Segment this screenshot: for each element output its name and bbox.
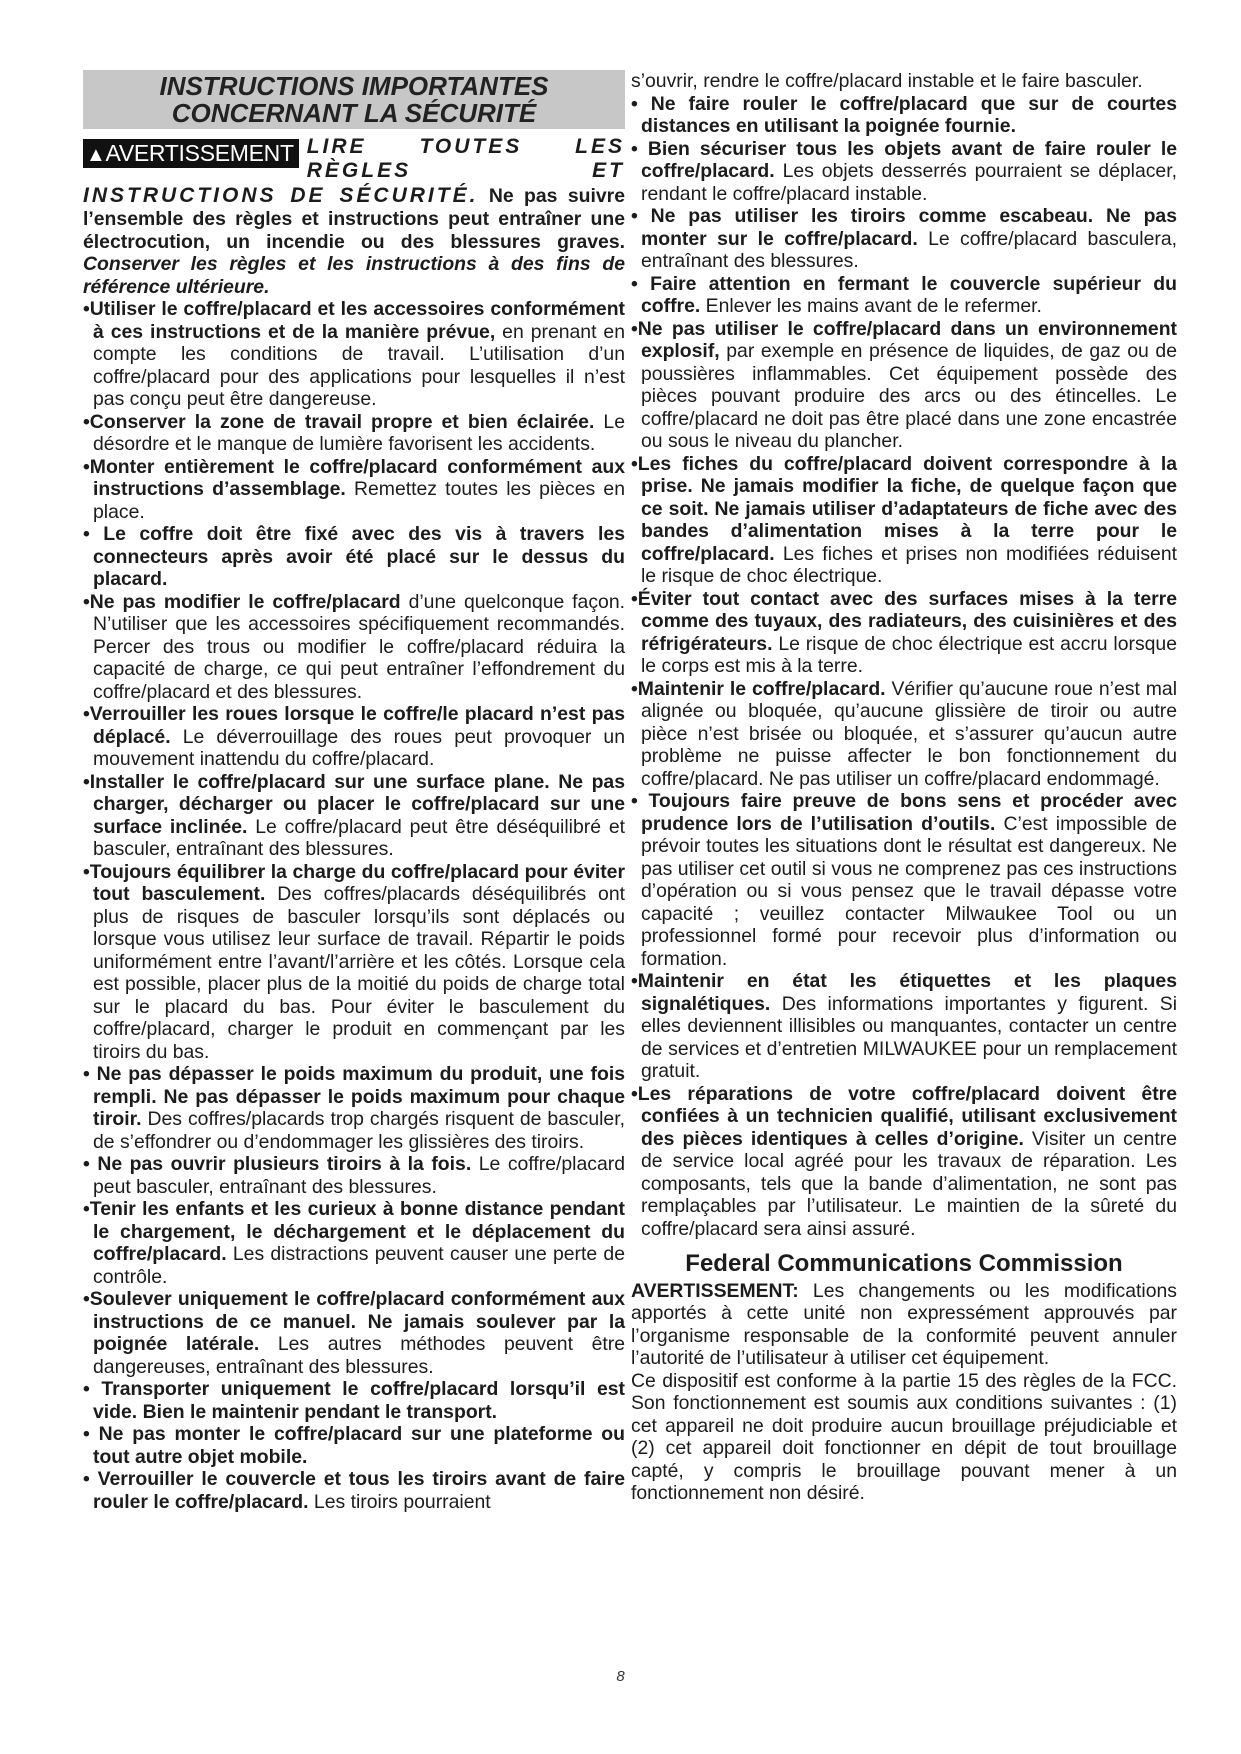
rule-bold: • Ne pas monter le coffre/placard sur une plateforme ou tout autre objet mobile. bbox=[83, 1423, 625, 1468]
rule-text: Les tiroirs pourraient bbox=[308, 1490, 491, 1513]
rule-item bbox=[83, 1153, 625, 1198]
rule-bold: •Conserver la zone de travail propre et bien éclairée. bbox=[83, 410, 595, 433]
rule-bold: •Maintenir en état les étiquettes et les plaques signalétiques. bbox=[631, 970, 1177, 1015]
rule-item bbox=[631, 970, 1177, 1083]
rule-bold: •Les réparations de votre coffre/placard doivent être confiées à un technicien qualifié, utilisant exclusivement des pièces identiques à celles d’origine. bbox=[631, 1082, 1177, 1150]
intro-text: Ne pas suivre l’ensemble des règles et instructions peut entraîner une électrocution, un incendie ou des blessures graves. bbox=[83, 184, 625, 253]
rule-bold: • Toujours faire preuve de bons sens et procéder avec prudence lors de l’utilisation d’outils. bbox=[631, 790, 1177, 835]
rule-item bbox=[83, 1468, 625, 1513]
rule-bold: • Bien sécuriser tous les objets avant de faire rouler le coffre/placard. bbox=[631, 137, 1177, 182]
rule-text: Vérifier qu’aucune roue n’est mal alignée ou bloquée, qu’aucune glissière de tiroir ou autre pièce n’est brisée ou bloquée, et s’assurer qu’aucun autre problème ne puisse affecter le bon fonctionnement du coffre/placard. Ne pas utiliser un coffre/placard endommagé. bbox=[641, 677, 1177, 790]
safety-title-box bbox=[83, 70, 625, 129]
rule-bold: • Transporter uniquement le coffre/placard lorsqu’il est vide. Bien le maintenir pendant le transport. bbox=[83, 1378, 625, 1423]
rule-text: Le désordre et le manque de lumière favorisent les accidents. bbox=[93, 410, 625, 456]
rule-item bbox=[83, 298, 625, 411]
rule-text: Des coffres/placards trop chargés risquent de basculer, de s’effondrer ou d’endommager les glissières des tiroirs. bbox=[93, 1108, 625, 1153]
rule-text: Visiter un centre de service local agréé pour les travaux de réparation. Les composants, tels que la bande d’alimentation, ne sont pas remplaçables par l’utilisateur. Le maintien de la sûreté du coffre/placard sera ainsi assuré. bbox=[641, 1127, 1177, 1240]
rule-item bbox=[83, 591, 625, 704]
intro-paragraph bbox=[83, 135, 625, 298]
rule-item bbox=[83, 1378, 625, 1423]
rule-item bbox=[631, 588, 1177, 678]
rule-bold: •Ne pas modifier le coffre/placard bbox=[83, 590, 401, 613]
rule-text: C’est impossible de prévoir toutes les situations dont le résultat est dangereux. Ne pas utiliser cet outil si vous ne comprenez pas ces instructions d’opération ou si vous pensez que le travail dépasse votre capacité ; veuillez contacter Milwaukee Tool ou un professionnel formé pour recevoir plus d’information ou formation. bbox=[641, 812, 1178, 970]
rule-bold: • Faire attention en fermant le couvercle supérieur du coffre. bbox=[631, 272, 1177, 317]
title-line-2: CONCERNANT LA SÉCURITÉ bbox=[171, 97, 537, 128]
rule-bold: • Ne pas dépasser le poids maximum du produit, une fois rempli. Ne pas dépasser le poids maximum pour chaque tiroir. bbox=[83, 1063, 625, 1131]
rule-bold: •Ne pas utiliser le coffre/placard dans un environnement explosif, bbox=[631, 317, 1177, 362]
rule-item bbox=[631, 790, 1177, 970]
rule-item bbox=[83, 456, 625, 524]
rule-text: Remettez toutes les pièces en place. bbox=[93, 478, 625, 523]
intro-lead: LIRE TOUTES LES RÈGLES ET INSTRUCTIONS DE SÉCURITÉ. bbox=[83, 135, 625, 207]
rule-text: Les distractions peuvent causer une perte de contrôle. bbox=[93, 1243, 625, 1288]
rule-item bbox=[631, 93, 1177, 138]
rule-bold: •Les fiches du coffre/placard doivent correspondre à la prise. Ne jamais modifier la fiche, de quelque façon que ce soit. Ne jamais utiliser d’adaptateurs de fiche avec des bandes d’alimentation mises à la terre pour le coffre/placard. bbox=[631, 452, 1177, 565]
rule-text: Le coffre/placard peut être déséquilibré et basculer, entraînant des blessures. bbox=[93, 815, 625, 861]
rule-bold: • Ne pas utiliser les tiroirs comme escabeau. Ne pas monter sur le coffre/placard. bbox=[631, 205, 1177, 250]
warning-triangle-icon: ▲ bbox=[86, 144, 106, 167]
rule-bold: • Ne faire rouler le coffre/placard que sur de courtes distances en utilisant la poignée fournie. bbox=[631, 92, 1177, 137]
warning-badge-label: AVERTISSEMENT bbox=[105, 140, 294, 167]
rule-text: Le coffre/placard peut basculer, entraînant des blessures. bbox=[93, 1153, 625, 1198]
fcc-warning bbox=[631, 1280, 1177, 1370]
rule-item bbox=[631, 205, 1177, 273]
rule-bold: • Le coffre doit être fixé avec des vis à travers les connecteurs après avoir été placé sur le dessus du placard. bbox=[83, 523, 625, 591]
rule-item bbox=[83, 1198, 625, 1288]
rule-item bbox=[83, 1423, 625, 1468]
rule-text: Les objets desserrés pourraient se déplacer, rendant le coffre/placard instable. bbox=[641, 160, 1177, 205]
rule-item bbox=[631, 273, 1177, 318]
rule-item bbox=[631, 1083, 1177, 1241]
title-line-1: INSTRUCTIONS IMPORTANTES bbox=[159, 71, 549, 101]
right-rules-list bbox=[631, 93, 1177, 1241]
rule-item bbox=[631, 318, 1177, 453]
fcc-compliance: Ce dispositif est conforme à la partie 15 des règles de la FCC. Son fonctionnement est soumis aux conditions suivantes : (1) cet appareil ne doit produire aucun brouillage préjudiciable et (2) cet appareil doit fonctionner en dépit de tout brouillage capté, y compris le brouillage pouvant mener à un fonctionnement non désiré. bbox=[631, 1369, 1177, 1505]
rule-text: Les fiches et prises non modifiées réduisent le risque de choc électrique. bbox=[641, 542, 1177, 587]
warning-badge bbox=[83, 139, 299, 168]
rule-bold: •Verrouiller les roues lorsque le coffre/le placard n’est pas déplacé. bbox=[83, 703, 625, 748]
rule-bold: • Verrouiller le couvercle et tous les tiroirs avant de faire rouler le coffre/placard. bbox=[83, 1468, 625, 1513]
fcc-warning-label: AVERTISSEMENT: bbox=[631, 1279, 799, 1302]
right-column bbox=[631, 70, 1177, 1505]
intro-keep: Conserver les règles et les instructions à des fins de référence ultérieure. bbox=[83, 253, 625, 298]
rule-bold: •Soulever uniquement le coffre/placard conformément aux instructions de ce manuel. Ne jamais soulever par la poignée latérale. bbox=[83, 1288, 625, 1356]
rule-text: Les autres méthodes peuvent être dangereuses, entraînant des blessures. bbox=[93, 1333, 625, 1378]
rule-bold: •Toujours équilibrer la charge du coffre/placard pour éviter tout basculement. bbox=[83, 860, 625, 906]
fcc-title: Federal Communications Commission bbox=[685, 1250, 1123, 1277]
rule-text: en prenant en compte les conditions de travail. L’utilisation d’un coffre/placard pour des applications pour lesquelles il n’est pas conçu peut être dangereuse. bbox=[93, 320, 625, 411]
rule-item bbox=[83, 861, 625, 1064]
page-number: 8 bbox=[616, 1668, 625, 1685]
rule-item bbox=[83, 771, 625, 861]
rule-text: par exemple en présence de liquides, de gaz ou de poussières inflammables. Cet équipement possède des pièces pouvant produire des arcs ou des étincelles. Le coffre/placard ne doit pas être placé dans une zone encastrée ou sous le niveau du plancher. bbox=[641, 340, 1177, 452]
continued-text: s’ouvrir, rendre le coffre/placard instable et le faire basculer. bbox=[631, 70, 1143, 92]
left-rules-list bbox=[83, 298, 625, 1513]
rule-bold: •Monter entièrement le coffre/placard conformément aux instructions d’assemblage. bbox=[83, 455, 625, 501]
rule-item bbox=[83, 703, 625, 771]
rule-text: Le risque de choc électrique est accru lorsque le corps est mis à la terre. bbox=[641, 632, 1177, 677]
rule-item bbox=[631, 453, 1177, 588]
rule-item bbox=[631, 138, 1177, 206]
rule-text: Le déverrouillage des roues peut provoquer un mouvement inattendu du coffre/placard. bbox=[93, 725, 625, 771]
rule-text: Le coffre/placard basculera, entraînant des blessures. bbox=[641, 227, 1177, 272]
rule-bold: •Maintenir le coffre/placard. bbox=[631, 677, 886, 700]
rule-text: Des informations importantes y figurent. Si elles deviennent illisibles ou manquantes, contacter un centre de services et d’entretien MILWAUKEE pour un remplacement gratuit. bbox=[641, 992, 1177, 1082]
left-column bbox=[83, 70, 625, 1513]
rule-bold: •Éviter tout contact avec des surfaces mises à la terre comme des tuyaux, des radiateurs, des cuisinières et des réfrigérateurs. bbox=[631, 587, 1177, 655]
rule-item bbox=[83, 411, 625, 456]
rule-bold: •Installer le coffre/placard sur une surface plane. Ne pas charger, décharger ou placer le coffre/placard sur une surface inclinée. bbox=[83, 770, 625, 838]
rule-text: Enlever les mains avant de le refermer. bbox=[700, 295, 1042, 317]
rule-item bbox=[83, 523, 625, 591]
rule-item bbox=[83, 1288, 625, 1378]
rule-item bbox=[631, 678, 1177, 791]
rule-bold: •Tenir les enfants et les curieux à bonne distance pendant le chargement, le déchargement et le déplacement du coffre/placard. bbox=[83, 1198, 625, 1266]
rule-item bbox=[83, 1063, 625, 1153]
rule-text: Des coffres/placards déséquilibrés ont plus de risques de basculer lorsqu’ils sont déplacés ou lorsque vous utilisez leur surface de travail. Répartir le poids uniformément entre l’avant/l’arrière et les côtés. Lorsque cela est possible, placer plus de la moitié du poids de charge total sur le placard du bas. Pour éviter le basculement du coffre/placard, charger le produit en commençant par les tiroirs du bas. bbox=[93, 883, 625, 1063]
rule-text: d’une quelconque façon. N’utiliser que les accessoires spécifiquement recommandés. Percer des trous ou modifier le coffre/placard réduira la capacité de charge, ce qui peut entraîner l’effondrement du coffre/placard et des blessures. bbox=[93, 590, 625, 703]
rule-bold: •Utiliser le coffre/placard et les accessoires conformément à ces instructions et de la manière prévue, bbox=[83, 298, 625, 343]
rule-bold: • Ne pas ouvrir plusieurs tiroirs à la fois. bbox=[83, 1153, 472, 1176]
fcc-warning-text: Les changements ou les modifications apportés à cette unité non expressément approuvés par l’organisme responsable de la conformité peuvent annuler l’autorité de l’utilisateur à utiliser cet équipement. bbox=[631, 1279, 1177, 1370]
